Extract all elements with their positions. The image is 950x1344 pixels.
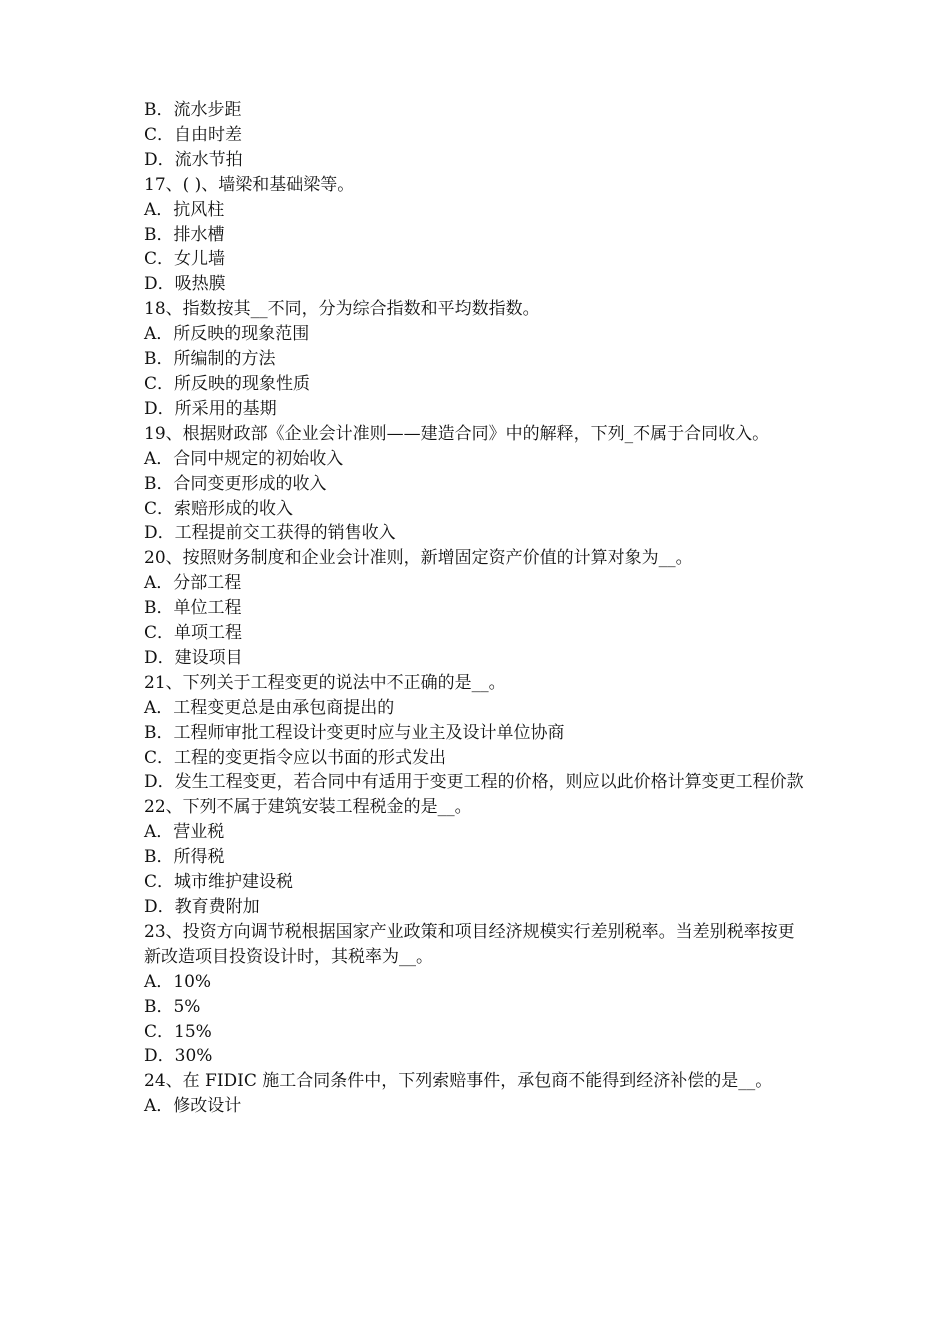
answer-option: B．所得税 bbox=[144, 847, 225, 868]
answer-option: A．10% bbox=[144, 971, 212, 992]
question-text: D．发生工程变更，若合同中有适用于变更工程的价格，则应以此价格计算变更工程价款 bbox=[144, 772, 804, 793]
answer-option: A．营业税 bbox=[144, 822, 225, 843]
answer-option: C．索赔形成的收入 bbox=[144, 498, 294, 519]
question-text: 18、指数按其__不同，分为综合指数和平均数指数。 bbox=[144, 299, 540, 320]
answer-option: A．合同中规定的初始收入 bbox=[144, 448, 344, 469]
question-text: 21、下列关于工程变更的说法中不正确的是__。 bbox=[144, 672, 506, 693]
answer-option: D．所采用的基期 bbox=[144, 398, 277, 419]
answer-option: A．修改设计 bbox=[144, 1096, 242, 1117]
answer-option: B．所编制的方法 bbox=[144, 349, 276, 370]
question-text: 19、根据财政部《企业会计准则——建造合同》中的解释，下列_不属于合同收入。 bbox=[144, 423, 770, 444]
answer-option: C．15% bbox=[144, 1021, 212, 1042]
answer-option: B．5% bbox=[144, 996, 201, 1017]
answer-option: B．合同变更形成的收入 bbox=[144, 473, 327, 494]
answer-option: B．流水步距 bbox=[144, 100, 242, 120]
answer-option: B．排水槽 bbox=[144, 224, 225, 245]
answer-option: A．所反映的现象范围 bbox=[144, 324, 310, 345]
answer-option: D．教育费附加 bbox=[144, 897, 260, 917]
answer-option: D．建设项目 bbox=[144, 647, 243, 668]
answer-option: C．单项工程 bbox=[144, 623, 243, 644]
answer-option: A．工程变更总是由承包商提出的 bbox=[144, 697, 395, 718]
answer-option: A．分部工程 bbox=[144, 573, 242, 594]
answer-option: C．自由时差 bbox=[144, 124, 243, 145]
exam-questions-text bbox=[144, 98, 810, 1119]
answer-option: B．单位工程 bbox=[144, 598, 242, 619]
question-text: 24、在 FIDIC 施工合同条件中，下列索赔事件，承包商不能得到经济补偿的是__。 bbox=[144, 1071, 773, 1092]
question-text: 20、按照财务制度和企业会计准则，新增固定资产价值的计算对象为__。 bbox=[144, 548, 693, 569]
answer-option: C．女儿墙 bbox=[144, 249, 226, 270]
answer-option: C．所反映的现象性质 bbox=[144, 373, 311, 394]
answer-option: D．工程提前交工获得的销售收入 bbox=[144, 523, 396, 544]
question-text: 23、投资方向调节税根据国家产业政策和项目经济规模实行差别税率。当差别税率按更新改造项目投资设计时，其税率为__。 bbox=[144, 921, 795, 967]
answer-option: D．30% bbox=[144, 1046, 213, 1067]
question-text: 22、下列不属于建筑安装工程税金的是__。 bbox=[144, 797, 472, 818]
question-text: 17、( )、墙梁和基础梁等。 bbox=[144, 174, 355, 195]
answer-option: D．吸热膜 bbox=[144, 274, 226, 295]
answer-option: C．城市维护建设税 bbox=[144, 872, 294, 893]
answer-option: C．工程的变更指令应以书面的形式发出 bbox=[144, 747, 447, 768]
answer-option: A．抗风柱 bbox=[144, 199, 225, 220]
answer-option: B．工程师审批工程设计变更时应与业主及设计单位协商 bbox=[144, 722, 565, 743]
answer-option: D．流水节拍 bbox=[144, 149, 243, 170]
